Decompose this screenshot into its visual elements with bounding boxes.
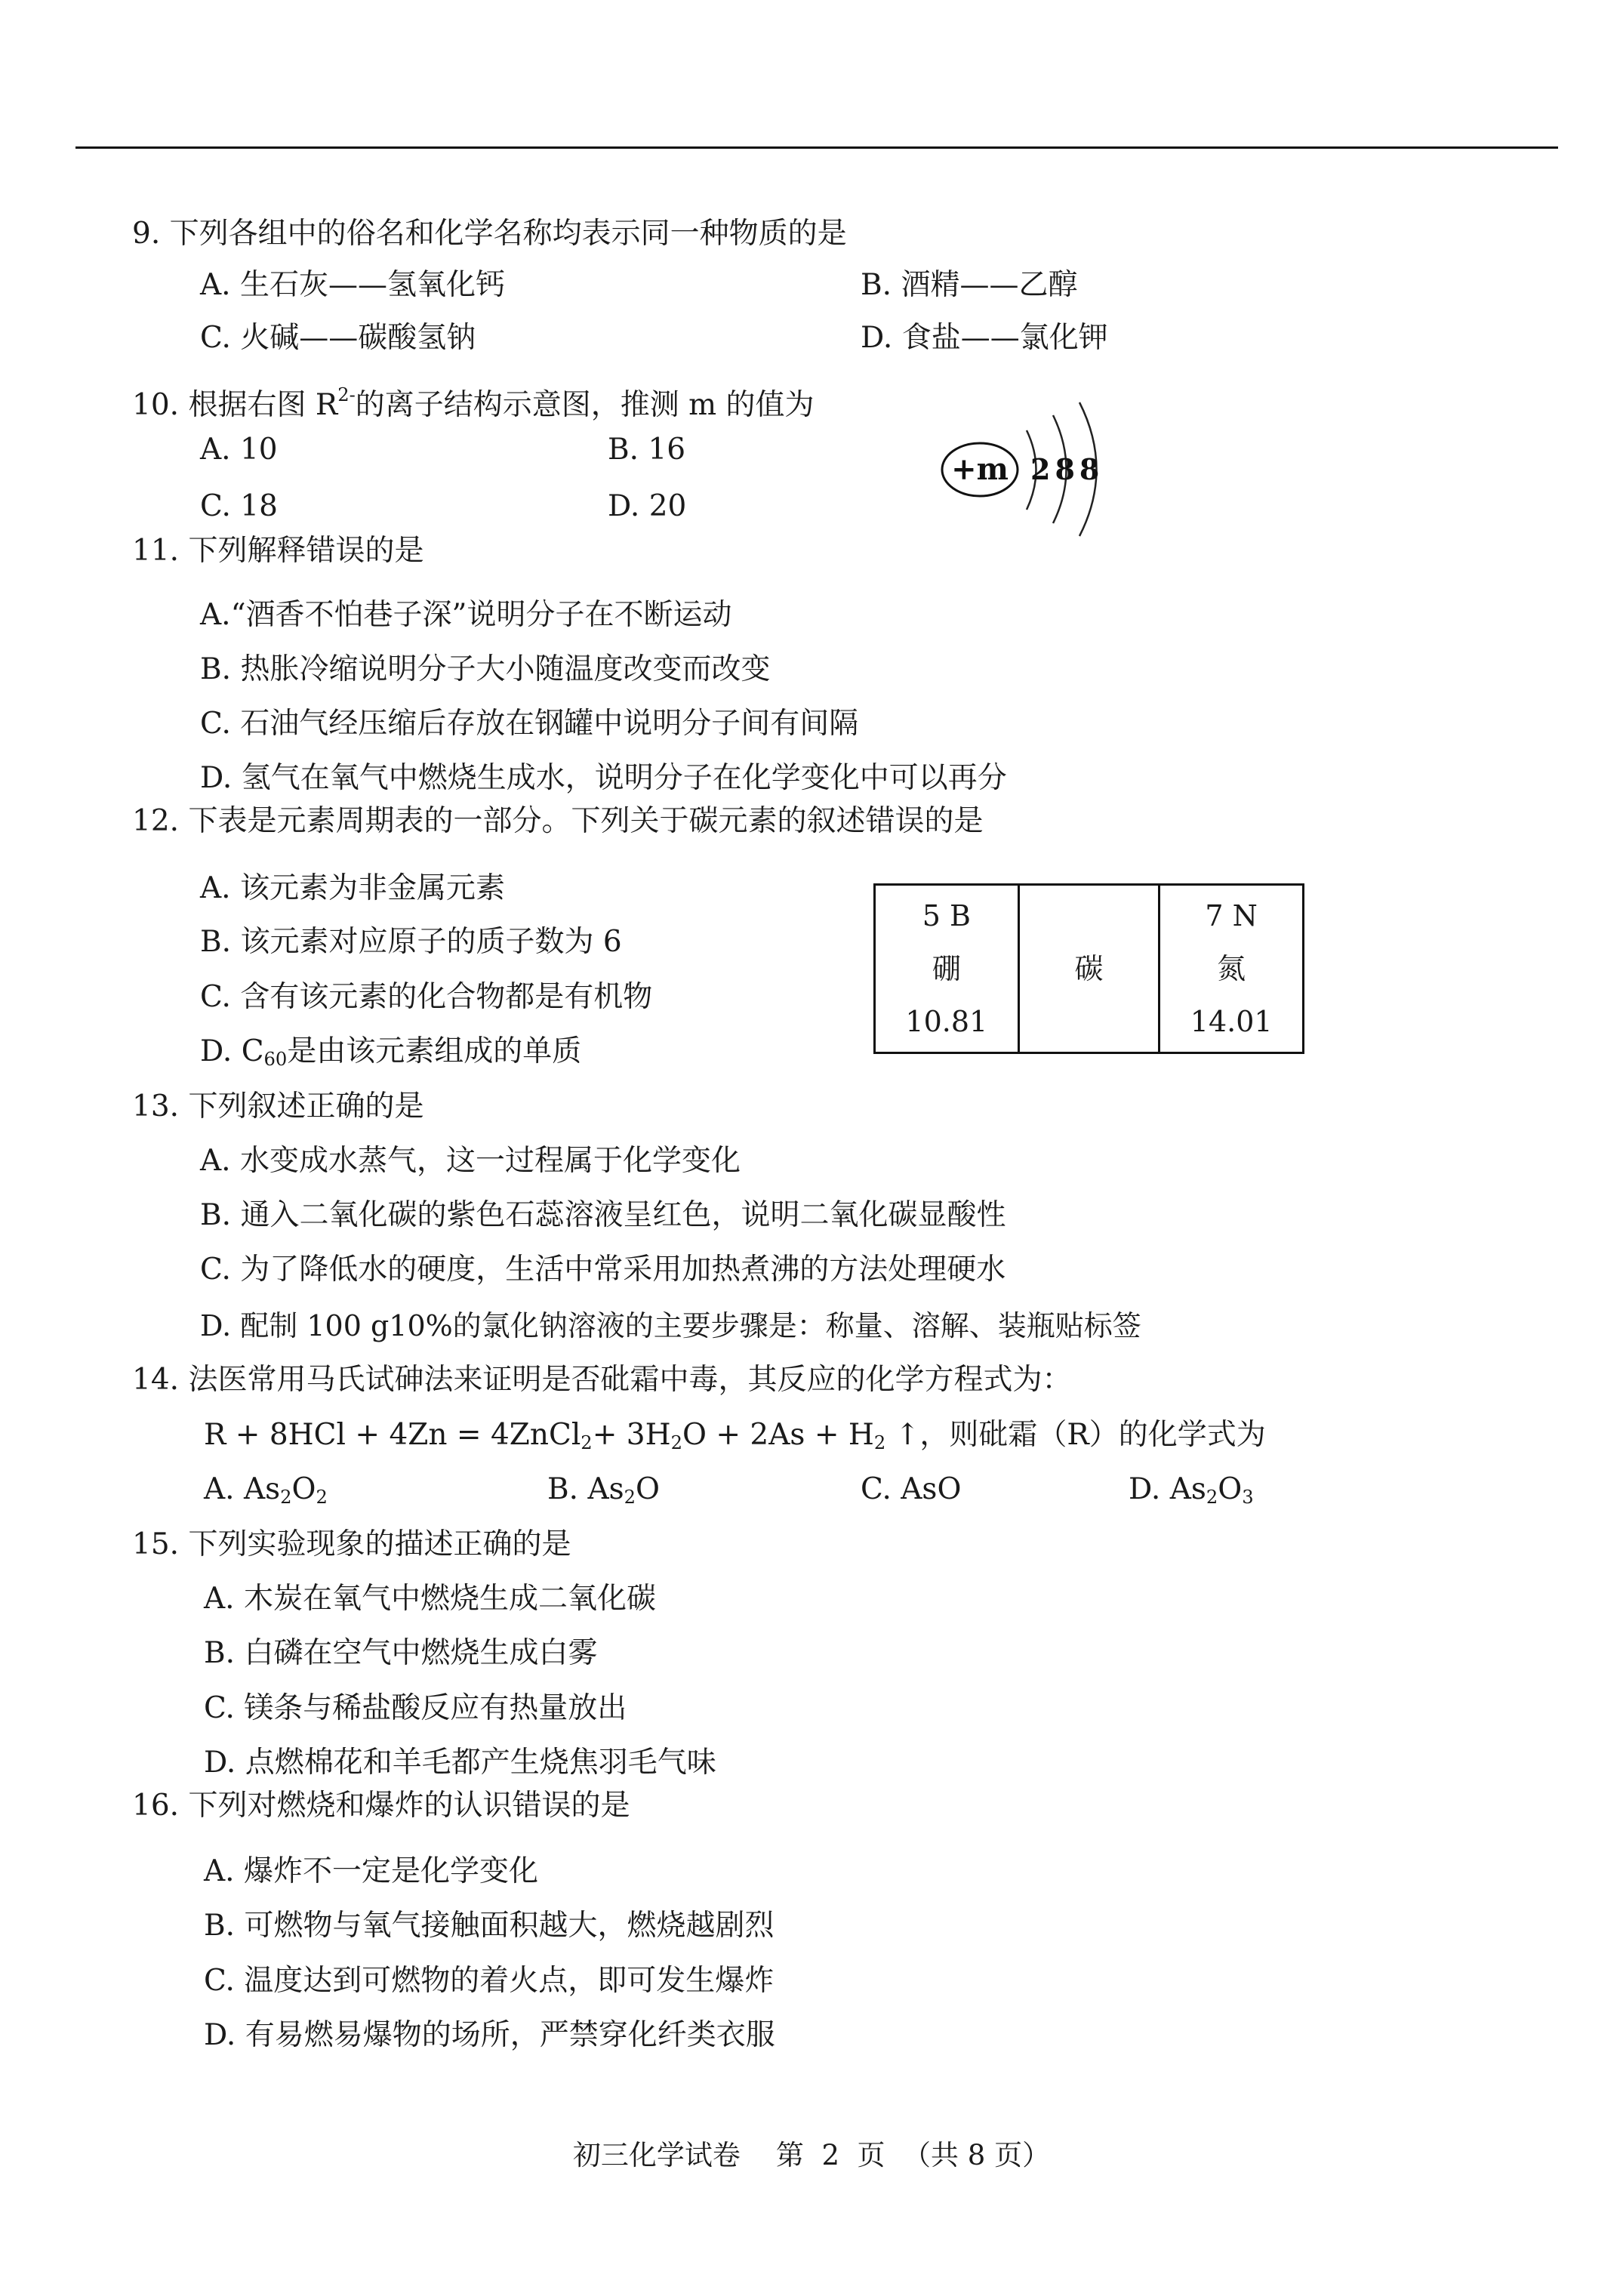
option-d: D. 有易燃易爆物的场所，严禁穿化纤类衣服 [204, 2018, 775, 2052]
option-b: B. 16 [608, 433, 686, 467]
option-c: C. AsO [861, 1472, 962, 1506]
question-stem: 下列各组中的俗名和化学名称均表示同一种物质的是 [169, 217, 847, 251]
element-cell-boron: 5 B 硼 10.81 [875, 885, 1019, 1053]
question-stem: 下列叙述正确的是 [188, 1089, 424, 1123]
option-d: D. $C_{60}$是由该元素组成的单质 [200, 1034, 582, 1071]
header-rule [75, 146, 1558, 149]
question-number: 9. [132, 217, 161, 251]
option-c: C. 温度达到可燃物的着火点，即可发生爆炸 [204, 1964, 775, 1998]
question-16 [132, 1787, 630, 1825]
question-stem: 下列解释错误的是 [188, 534, 424, 568]
option-c: C. 为了降低水的硬度，生活中常采用加热煮沸的方法处理硬水 [200, 1253, 1006, 1287]
option-a: A. 木炭在氧气中燃烧生成二氧化碳 [204, 1582, 656, 1616]
question-12 [132, 803, 983, 840]
question-number: 11. [132, 534, 180, 568]
question-stem: 下列对燃烧和爆炸的认识错误的是 [188, 1789, 630, 1823]
question-number: 10. [132, 388, 180, 423]
option-a: A. 10 [200, 433, 278, 467]
shell-electrons: 288 [1030, 452, 1104, 486]
question-10 [132, 376, 815, 424]
option-a: A. 水变成水蒸气，这一过程属于化学变化 [200, 1144, 741, 1178]
question-stem: 下表是元素周期表的一部分。下列关于碳元素的叙述错误的是 [188, 804, 984, 838]
ion-structure-diagram [936, 389, 1132, 540]
option-b: B. 该元素对应原子的质子数为 6 [200, 925, 622, 959]
question-stem: 根据右图 $R^{2-}$的离子结构示意图，推测 m 的值为 [188, 384, 815, 423]
option-d: D. $As_2O_3$ [1129, 1472, 1254, 1509]
periodic-table-fragment [873, 883, 1304, 1054]
option-b: B. 酒精——乙醇 [861, 268, 1078, 302]
option-d: D. 20 [608, 489, 687, 523]
option-b: B. $As_2O$ [547, 1472, 661, 1509]
option-b: B. 白磷在空气中燃烧生成白雾 [204, 1636, 598, 1670]
option-c: C. 含有该元素的化合物都是有机物 [200, 980, 653, 1014]
option-a: A. 爆炸不一定是化学变化 [204, 1854, 538, 1888]
page-footer: 初三化学试卷 第 2 页 （共 8 页） [572, 2139, 1051, 2171]
element-cell-nitrogen: 7 N 氮 14.01 [1160, 885, 1304, 1053]
option-b: B. 热胀冷缩说明分子大小随温度改变而改变 [200, 652, 771, 686]
option-c: C. 石油气经压缩后存放在钢罐中说明分子间有间隔 [200, 707, 859, 741]
option-c: C. 镁条与稀盐酸反应有热量放出 [204, 1691, 627, 1725]
option-d: D. 氢气在氧气中燃烧生成水，说明分子在化学变化中可以再分 [200, 761, 1007, 795]
nucleus-charge: +m [951, 451, 1009, 487]
question-number: 12. [132, 804, 180, 838]
option-a: A.“酒香不怕巷子深”说明分子在不断运动 [200, 598, 732, 632]
question-number: 15. [132, 1527, 180, 1561]
question-stem: 下列实验现象的描述正确的是 [188, 1527, 571, 1561]
question-number: 13. [132, 1089, 180, 1123]
chemical-equation: R + 8HCl + 4Zn = 4ZnCl$_2$+ $3H_2O + 2As + H_2$ ↑，则砒霜（R）的化学式为 [204, 1418, 1266, 1454]
question-stem: 法医常用马氏试砷法来证明是否砒霜中毒，其反应的化学方程式为： [188, 1363, 1072, 1397]
question-15 [132, 1526, 571, 1564]
option-d: D. 配制 100 g10%的氯化钠溶液的主要步骤是：称量、溶解、装瓶贴标签 [200, 1309, 1141, 1342]
question-14 [132, 1361, 1071, 1399]
option-d: D. 食盐——氯化钾 [861, 321, 1108, 355]
question-11 [132, 532, 423, 570]
option-c: C. 火碱——碳酸氢钠 [200, 321, 476, 355]
question-13 [132, 1088, 423, 1126]
question-number: 14. [132, 1363, 180, 1397]
option-a: A. $As_2O_2$ [204, 1472, 328, 1509]
question-9 [132, 215, 847, 253]
option-a: A. 生石灰——氢氧化钙 [200, 268, 505, 302]
option-c: C. 18 [200, 489, 278, 523]
element-cell-carbon: 碳 [1018, 885, 1160, 1053]
option-b: B. 可燃物与氧气接触面积越大，燃烧越剧烈 [204, 1909, 775, 1943]
question-number: 16. [132, 1789, 180, 1823]
option-a: A. 该元素为非金属元素 [200, 871, 505, 905]
option-d: D. 点燃棉花和羊毛都产生烧焦羽毛气味 [204, 1746, 716, 1780]
option-b: B. 通入二氧化碳的紫色石蕊溶液呈红色，说明二氧化碳显酸性 [200, 1198, 1006, 1232]
